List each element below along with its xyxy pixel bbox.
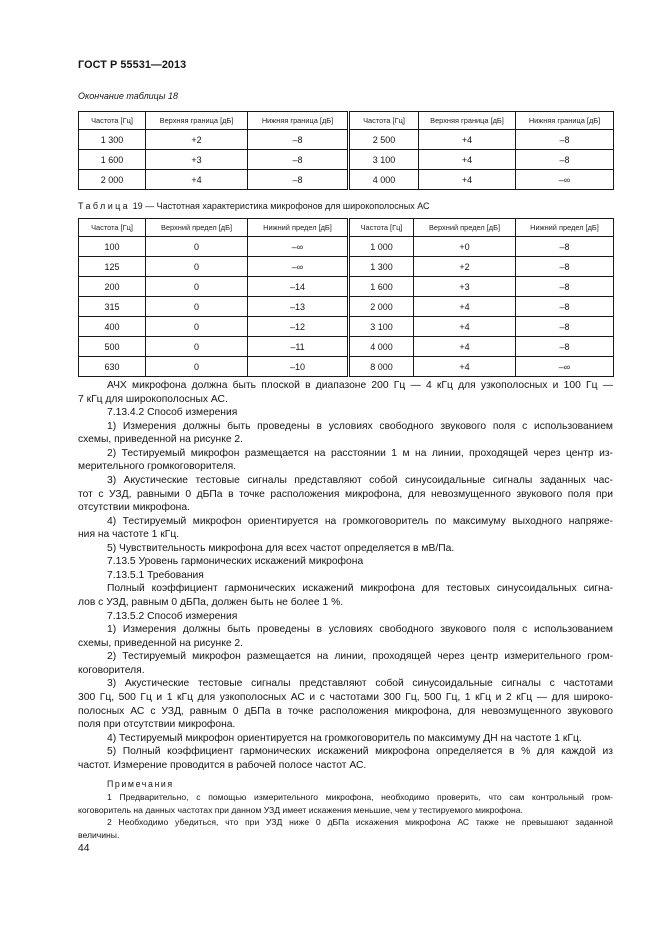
paragraph [78, 610, 613, 624]
table-cell: +4 [414, 297, 516, 317]
table19-caption-label: Таблица [78, 201, 131, 211]
table-cell: –8 [516, 150, 614, 170]
text-line: Полный коэффициент гармонических искажений микрофона для тестовых синусоидальных сигна- [107, 583, 613, 595]
table-cell: –∞ [248, 237, 349, 257]
table-row [79, 317, 614, 337]
table-cell: 2 500 [349, 130, 419, 150]
text-line: 7.13.5.2 Способ измерения [107, 610, 238, 622]
text-line: коговорителя. [78, 664, 145, 676]
table-cell: –8 [516, 257, 614, 277]
column-header: Частота [Гц] [349, 112, 419, 130]
table-cell: 100 [79, 237, 146, 257]
table-row [79, 170, 614, 190]
table-cell: +4 [146, 170, 248, 190]
table19-header [79, 219, 614, 237]
table18-body [79, 130, 614, 190]
paragraph [78, 420, 613, 447]
table-cell: –8 [516, 130, 614, 150]
table-cell: 0 [146, 257, 248, 277]
text-line: схемы, приведенной на рисунке 2. [78, 637, 243, 649]
table-cell: 2 000 [79, 170, 146, 190]
text-line: отсутствии микрофона. [78, 502, 190, 514]
table-cell: –11 [248, 337, 349, 357]
table-cell: –8 [248, 170, 349, 190]
table18-header [79, 112, 614, 130]
page-number: 44 [78, 843, 90, 854]
text-line: мерительного громкоговорителя. [78, 461, 237, 473]
text-line: поля при отсутствии микрофона. [78, 719, 236, 731]
table-cell: +4 [414, 337, 516, 357]
table-row [79, 257, 614, 277]
table-cell: +2 [146, 130, 248, 150]
table-header-row [79, 112, 614, 130]
table-cell: 3 100 [349, 150, 419, 170]
table-cell: 0 [146, 357, 248, 377]
table-cell: –8 [516, 237, 614, 257]
text-line: величины. [78, 829, 120, 840]
table-cell: 8 000 [349, 357, 414, 377]
table-cell: –8 [516, 337, 614, 357]
text-line: 7.13.5 Уровень гармонических искажений микрофона [107, 556, 364, 568]
table-cell: 500 [79, 337, 146, 357]
table-cell: –∞ [516, 170, 614, 190]
table-cell: –∞ [516, 357, 614, 377]
column-header: Верхний предел [дБ] [146, 219, 248, 237]
text-line: частот. Измерение проводится в рабочей полосе частот АС. [78, 759, 367, 771]
paragraph [78, 379, 613, 406]
text-line: коговоритель на данных частотах при данном УЗД имеет искажения меньшие, чем у тестируемого микрофона. [78, 804, 523, 815]
paragraph [78, 569, 613, 583]
table-row [79, 150, 614, 170]
notes-title: Примечания [107, 779, 174, 789]
text-line: 5) Чувствительность микрофона для всех частот определяется в мВ/Па. [107, 542, 455, 554]
table-cell: 4 000 [349, 170, 419, 190]
paragraph [78, 677, 613, 731]
table-cell: 1 000 [349, 237, 414, 257]
table-cell: –8 [516, 297, 614, 317]
table-cell: 4 000 [349, 337, 414, 357]
column-header: Нижняя граница [дБ] [516, 112, 614, 130]
table-cell: 200 [79, 277, 146, 297]
table-row [79, 130, 614, 150]
column-header: Нижняя граница [дБ] [248, 112, 349, 130]
table-cell: +3 [146, 150, 248, 170]
table-row [79, 277, 614, 297]
table-cell: 3 100 [349, 317, 414, 337]
text-line: 3) Акустические тестовые сигналы представляют собой синусоидальные сигналы заданных час- [107, 474, 613, 486]
note-item [78, 816, 613, 841]
text-line: 2) Тестируемый микрофон размещается на расстоянии 1 м на линии, проходящей через центр из- [107, 447, 613, 459]
table-cell: –8 [248, 130, 349, 150]
table-cell: 0 [146, 337, 248, 357]
table19-body [79, 237, 614, 377]
table-cell: +4 [414, 317, 516, 337]
text-line: 1) Измерения должны быть проведены в условиях свободного звукового поля с использованием [107, 420, 613, 432]
text-line: 3) Акустические тестовые сигналы представляют собой синусоидальные сигналы с частотами [107, 678, 613, 690]
table-cell: 315 [79, 297, 146, 317]
table-18 [78, 111, 614, 190]
paragraph [78, 623, 613, 650]
paragraph [78, 474, 613, 515]
table-cell: 1 600 [79, 150, 146, 170]
table19-caption [78, 201, 430, 211]
table-row [79, 237, 614, 257]
notes [78, 791, 613, 841]
column-header: Частота [Гц] [79, 219, 146, 237]
table-cell: 0 [146, 317, 248, 337]
text-line: 5) Полный коэффициент гармонических искажений микрофона определяется в % для каждой из [107, 746, 613, 758]
table-cell: –8 [248, 150, 349, 170]
table-cell: +4 [419, 130, 516, 150]
table-cell: 125 [79, 257, 146, 277]
text-line: схемы, приведенной на рисунке 2. [78, 434, 243, 446]
table-cell: –∞ [248, 257, 349, 277]
paragraph [78, 555, 613, 569]
table-cell: –14 [248, 277, 349, 297]
table-cell: –10 [248, 357, 349, 377]
text-line: 4) Тестируемый микрофон ориентируется на громкоговоритель по максимуму выходного напряже- [107, 515, 613, 527]
paragraph [78, 542, 613, 556]
table-cell: –12 [248, 317, 349, 337]
column-header: Частота [Гц] [349, 219, 414, 237]
table-cell: +0 [414, 237, 516, 257]
paragraph [78, 582, 613, 609]
paragraph [78, 515, 613, 542]
text-line: лов с УЗД, равным 0 дБПа, должен быть не более 1 %. [78, 597, 344, 608]
table-row [79, 297, 614, 317]
text-line: 4) Тестируемый микрофон ориентируется на громкоговоритель по максимуму ДН на частоте 1 кГц. [107, 732, 582, 744]
column-header: Верхний предел [дБ] [414, 219, 516, 237]
document-header: ГОСТ Р 55531—2013 [78, 59, 187, 71]
table-cell: +2 [414, 257, 516, 277]
table-cell: +3 [414, 277, 516, 297]
column-header: Нижний предел [дБ] [516, 219, 614, 237]
text-line: АЧХ микрофона должна быть плоской в диапазоне 200 Гц — 4 кГц для узкополосных и 100 Гц — [107, 380, 613, 391]
text-line: 7.13.4.2 Способ измерения [107, 407, 238, 419]
text-line: 300 Гц, 500 Гц и 1 кГц для узкополосных АС и с частотами 300 Гц, 500 Гц, 1 кГц и 2 кГц — для широко- [78, 691, 613, 703]
table-cell: 2 000 [349, 297, 414, 317]
table-cell: 1 300 [349, 257, 414, 277]
table-row [79, 357, 614, 377]
table-cell: –8 [516, 277, 614, 297]
text-line: 7.13.5.1 Требования [107, 569, 204, 581]
table-cell: 0 [146, 277, 248, 297]
body-text [78, 379, 613, 772]
text-line: 2 Необходимо убедиться, что при УЗД ниже 0 дБПа искажения микрофона АС также не превышают заданной [107, 817, 613, 828]
column-header: Верхняя граница [дБ] [146, 112, 248, 130]
table-19 [78, 218, 614, 377]
table-cell: +4 [414, 357, 516, 377]
column-header: Частота [Гц] [79, 112, 146, 130]
paragraph [78, 732, 613, 746]
table18-caption: Окончание таблицы 18 [78, 91, 178, 101]
table-cell: 400 [79, 317, 146, 337]
text-line: 1) Измерения должны быть проведены в условиях свободного звукового поля с использованием [107, 624, 613, 636]
text-line: полосных АС с УЗД, равным 0 дБПа в точке расположения микрофона, для невозмущенного звукового [78, 705, 613, 717]
text-line: 7 кГц для широкополосных АС. [78, 393, 228, 405]
column-header: Нижний предел [дБ] [248, 219, 349, 237]
paragraph [78, 650, 613, 677]
table-cell: 630 [79, 357, 146, 377]
table-cell: 1 600 [349, 277, 414, 297]
text-line: ния на частоте 1 кГц. [78, 529, 180, 541]
table-cell: 0 [146, 297, 248, 317]
paragraph [78, 745, 613, 772]
table-cell: –13 [248, 297, 349, 317]
note-item [78, 791, 613, 816]
table-cell: 0 [146, 237, 248, 257]
table19-caption-text: 19 — Частотная характеристика микрофонов для широкополосных АС [132, 201, 430, 211]
table-header-row [79, 219, 614, 237]
table-cell: –8 [516, 317, 614, 337]
table-cell: +4 [419, 150, 516, 170]
table-row [79, 337, 614, 357]
text-line: 1 Предварительно, с помощью измерительного микрофона, необходимо проверить, что сам контрольный гром- [107, 792, 613, 802]
text-line: 2) Тестируемый микрофон размещается на линии, проходящей через центр измерительного гром- [107, 651, 613, 663]
paragraph [78, 447, 613, 474]
table-cell: 1 300 [79, 130, 146, 150]
column-header: Верхняя граница [дБ] [419, 112, 516, 130]
text-line: тот с УЗД, равными 0 дБПа в точке расположения микрофона, для невозмущенного звукового поля при [78, 488, 613, 500]
paragraph [78, 406, 613, 420]
table-cell: +4 [419, 170, 516, 190]
